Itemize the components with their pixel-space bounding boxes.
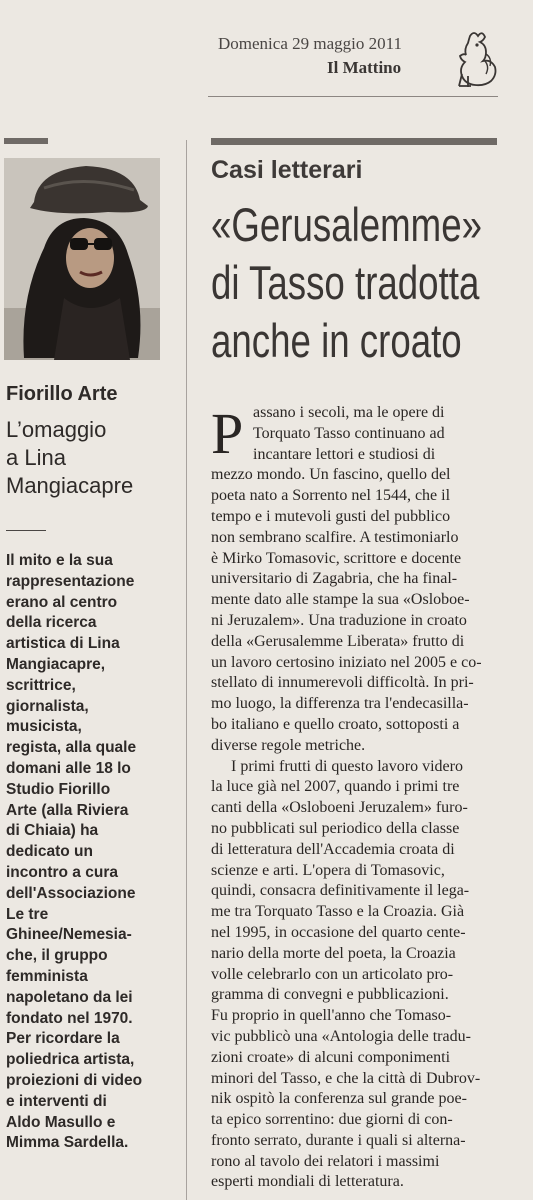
sidebar-body-line: dell'Associazione	[6, 884, 136, 902]
section-top-bar	[211, 138, 497, 145]
column-divider	[186, 140, 187, 1200]
article-headline	[211, 196, 511, 370]
sidebar-body-line: Mimma Sardella.	[6, 1134, 129, 1152]
sidebar-body-line: regista, alla quale	[6, 739, 137, 757]
sidebar-body-line: Il mito e la sua	[6, 552, 113, 569]
sidebar-body-line: della ricerca	[6, 614, 97, 632]
article-line: Fu proprio in quell'anno che Tomaso-	[211, 1007, 452, 1025]
sidebar-body-line: e interventi di	[6, 1092, 107, 1110]
article-line: non sembrano scalfire. A testimoniarlo	[211, 528, 459, 546]
article-line: Torquato Tasso continuano ad	[253, 424, 445, 442]
sidebar-body-line: erano al centro	[6, 593, 118, 611]
headline-line: «Gerusalemme»	[211, 198, 483, 251]
article-body	[211, 403, 497, 1193]
sidebar-subtitle-line: a Lina	[6, 445, 66, 470]
sidebar-body-line: fondato nel 1970.	[6, 1009, 133, 1027]
article-line: di letteratura dell'Accademia croata di	[211, 840, 455, 858]
sidebar-divider	[6, 530, 46, 531]
article-line: me tra Torquato Tasso e la Croazia. Già	[211, 903, 465, 921]
article-line: canti della «Osloboeni Jeruzalem» furo-	[211, 799, 468, 817]
portrait-photo	[4, 158, 160, 360]
article-line: universitario di Zagabria, che ha final-	[211, 570, 458, 588]
article-line: fronto serrato, durante i quali si alterna-	[211, 1131, 466, 1149]
sidebar-body-line: scrittrice,	[6, 676, 76, 694]
article-line: mo luogo, la differenza tra l'endecasilla-	[211, 695, 469, 713]
sidebar-body-line: poliedrica artista,	[6, 1051, 135, 1069]
article-line: è Mirko Tomasovic, scrittore e docente	[211, 549, 462, 567]
article-line: un lavoro certosino iniziato nel 2005 e co-	[211, 653, 482, 671]
article-line: la luce già nel 2007, quando i primi tre	[211, 778, 460, 796]
sidebar-body-line: Per ricordare la	[6, 1030, 120, 1048]
sidebar-body-line: domani alle 18 lo	[6, 759, 131, 777]
sidebar-body-line: Mangiacapre,	[6, 655, 106, 673]
article-line: esperti mondiali di letteratura.	[211, 1173, 404, 1191]
article-line: volle celebrarlo con un articolato pro-	[211, 965, 454, 983]
headline-line: di Tasso tradotta	[211, 256, 480, 309]
article-line: ta epico sorrentino: due giorni di con-	[211, 1111, 453, 1129]
sidebar-body-line: proiezioni di video	[6, 1071, 143, 1089]
article-line: stellato di innumerevoli difficoltà. In pri-	[211, 674, 474, 692]
sidebar-body-line: che, il gruppo	[6, 947, 108, 965]
sidebar-body-line: Le tre	[6, 905, 49, 923]
sidebar-body-line: rappresentazione	[6, 572, 135, 590]
sidebar-body-line: Ghinee/Nemesia-	[6, 926, 132, 944]
article-line: assano i secoli, ma le opere di	[253, 404, 445, 421]
article-line: mezzo mondo. Un fascino, quello del	[211, 466, 451, 484]
article-line: I primi frutti di questo lavoro videro	[231, 757, 463, 775]
article-line: rono al tavolo dei relatori i massimi	[211, 1152, 440, 1170]
article-line: diverse regole metriche.	[211, 736, 366, 754]
sidebar-body-line: di Chiaia) ha	[6, 822, 99, 840]
sidebar-subtitle-line: L’omaggio	[6, 417, 107, 442]
article-line: mente dato alle stampe la sua «Osloboe-	[211, 591, 470, 609]
article-line: poeta nato a Sorrento nel 1544, che il	[211, 487, 451, 505]
article-line: vic pubblicò una «Antologia delle tradu-	[211, 1027, 471, 1045]
header-divider	[208, 96, 498, 97]
sidebar-body-line: dedicato un	[6, 843, 93, 861]
article-line: incantare lettori e studiosi di	[253, 445, 436, 463]
newspaper-date: Domenica 29 maggio 2011	[218, 34, 402, 53]
article-line: nel 1995, in occasione del quarto cente-	[211, 923, 466, 941]
sidebar-body-line: Arte (alla Riviera	[6, 801, 129, 819]
article-line: della «Gerusalemme Liberata» frutto di	[211, 632, 465, 650]
newspaper-masthead: Il Mattino	[327, 58, 402, 77]
article-line: no pubblicati sul periodico della classe	[211, 819, 460, 837]
article-line: bo italiano e quello croato, sottoposti a	[211, 715, 460, 733]
sidebar-body-line: giornalista,	[6, 697, 89, 715]
article-line: ni Jeruzalem». Una traduzione in croato	[211, 611, 467, 629]
sidebar-top-bar	[4, 138, 48, 144]
sidebar-body-line: musicista,	[6, 718, 82, 736]
drop-cap: P	[211, 401, 244, 466]
sidebar-body-line: napoletano da lei	[6, 988, 133, 1006]
sidebar-body-line: Studio Fiorillo	[6, 780, 111, 798]
sidebar-body	[6, 551, 142, 1154]
sidebar-body-line: Aldo Masullo e	[6, 1113, 116, 1131]
article-line: tempo e i mutevoli gusti del pubblico	[211, 507, 451, 525]
article-line: zioni croate» di alcuni componimenti	[211, 1048, 451, 1066]
article-kicker: Casi letterari	[211, 156, 363, 184]
sidebar-subtitle	[6, 416, 133, 500]
article-line: scienze e arti. L'opera di Tomasovic,	[211, 861, 445, 879]
sidebar-title: Fiorillo Arte	[6, 383, 118, 405]
sidebar-subtitle-line: Mangiacapre	[6, 473, 134, 498]
sidebar-body-line: incontro a cura	[6, 863, 118, 881]
sidebar-body-line: artistica di Lina	[6, 635, 120, 653]
headline-line: anche in croato	[211, 314, 462, 367]
article-line: nik ospitò la conferenza sul grande poe-	[211, 1090, 467, 1108]
article-line: nario della morte del poeta, la Croazia	[211, 944, 456, 962]
rooster-logo-icon	[448, 30, 498, 88]
article-line: quindi, consacra definitivamente il lega-	[211, 882, 470, 900]
sidebar-body-line: femminista	[6, 967, 88, 985]
article-line: minori del Tasso, e che la città di Dubrov-	[211, 1069, 481, 1087]
article-line: gramma di convegni e pubblicazioni.	[211, 986, 449, 1004]
